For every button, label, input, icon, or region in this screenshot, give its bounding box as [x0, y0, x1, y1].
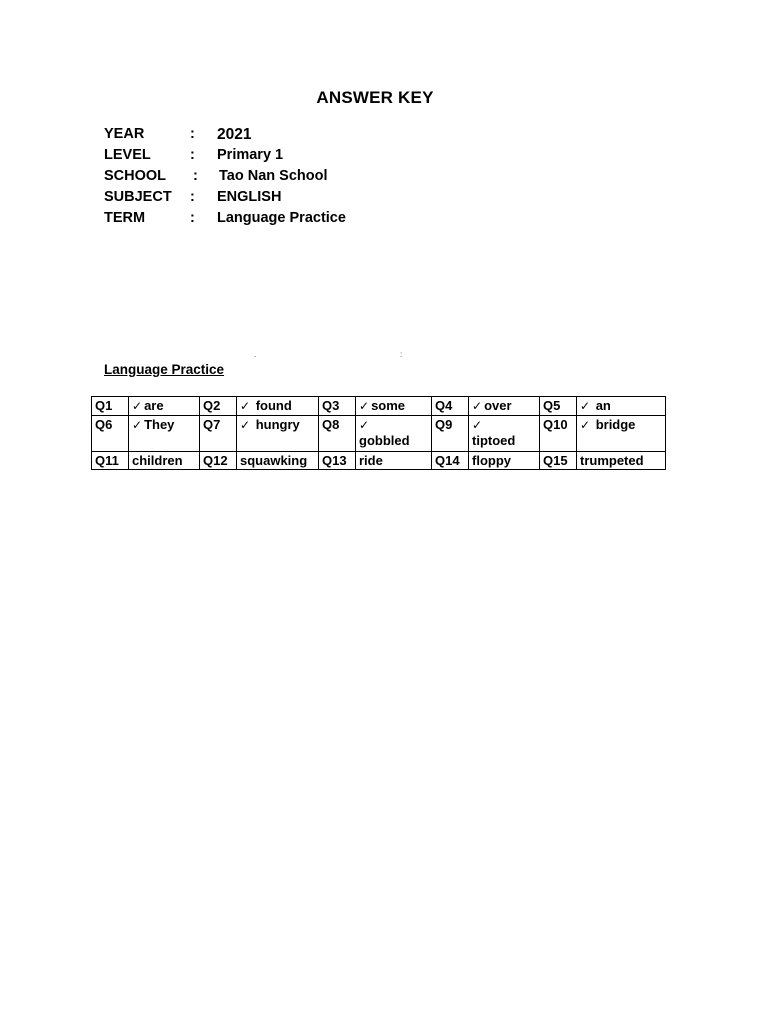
check-icon: ✓	[240, 418, 251, 432]
stray-mark: :	[400, 350, 403, 359]
answer-cell	[237, 416, 319, 452]
check-icon: ✓	[580, 399, 591, 413]
question-number: Q11	[92, 452, 129, 470]
check-icon: ✓	[240, 399, 251, 413]
table-row	[92, 416, 666, 452]
answer-text: They	[144, 417, 175, 432]
answer-text: hungry	[255, 417, 300, 432]
question-number: Q2	[200, 397, 237, 416]
info-colon: :	[190, 189, 195, 205]
info-colon: :	[190, 147, 195, 163]
answer-text: over	[484, 398, 512, 413]
info-label: YEAR	[104, 126, 145, 142]
answer-cell: trumpeted	[577, 452, 666, 470]
check-icon: ✓	[359, 399, 370, 413]
answer-cell	[237, 397, 319, 416]
answer-text: bridge	[595, 417, 636, 432]
question-number: Q10	[540, 416, 577, 452]
answer-text: an	[595, 398, 611, 413]
answer-text: some	[371, 398, 406, 413]
info-value: Language Practice	[217, 210, 346, 226]
check-icon: ✓	[132, 399, 143, 413]
info-label: SCHOOL	[104, 168, 167, 184]
check-icon: ✓	[472, 418, 483, 432]
info-value: Primary 1	[217, 147, 284, 163]
info-value: 2021	[217, 126, 252, 143]
section-heading: Language Practice	[104, 362, 225, 377]
answer-cell	[356, 416, 432, 452]
question-number: Q9	[432, 416, 469, 452]
question-number: Q13	[319, 452, 356, 470]
answer-text: gobbled	[359, 433, 410, 448]
info-colon: :	[193, 168, 198, 184]
info-value: ENGLISH	[217, 189, 282, 205]
check-icon: ✓	[359, 418, 370, 432]
answer-cell	[577, 397, 666, 416]
info-value: Tao Nan School	[219, 168, 328, 184]
answer-cell: ride	[356, 452, 432, 470]
table-row	[92, 397, 666, 416]
question-number: Q1	[92, 397, 129, 416]
answer-cell	[356, 397, 432, 416]
question-number: Q14	[432, 452, 469, 470]
question-number: Q15	[540, 452, 577, 470]
info-label: TERM	[104, 210, 146, 226]
answer-cell: floppy	[469, 452, 540, 470]
question-number: Q12	[200, 452, 237, 470]
stray-mark: .	[254, 350, 257, 359]
table-row	[92, 452, 666, 470]
info-label: SUBJECT	[104, 189, 172, 205]
question-number: Q6	[92, 416, 129, 452]
answer-table	[91, 396, 666, 470]
answer-cell	[129, 397, 200, 416]
answer-cell	[129, 416, 200, 452]
answer-text: found	[255, 398, 292, 413]
check-icon: ✓	[472, 399, 483, 413]
page-title: ANSWER KEY	[316, 88, 434, 107]
answer-cell	[577, 416, 666, 452]
question-number: Q4	[432, 397, 469, 416]
question-number: Q7	[200, 416, 237, 452]
answer-cell: children	[129, 452, 200, 470]
answer-text: are	[144, 398, 164, 413]
question-number: Q5	[540, 397, 577, 416]
answer-cell	[469, 416, 540, 452]
answer-cell: squawking	[237, 452, 319, 470]
answer-cell	[469, 397, 540, 416]
answer-text: tiptoed	[472, 433, 516, 448]
check-icon: ✓	[580, 418, 591, 432]
question-number: Q8	[319, 416, 356, 452]
info-label: LEVEL	[104, 147, 151, 163]
check-icon: ✓	[132, 418, 143, 432]
info-colon: :	[190, 210, 195, 226]
info-colon: :	[190, 126, 195, 142]
question-number: Q3	[319, 397, 356, 416]
